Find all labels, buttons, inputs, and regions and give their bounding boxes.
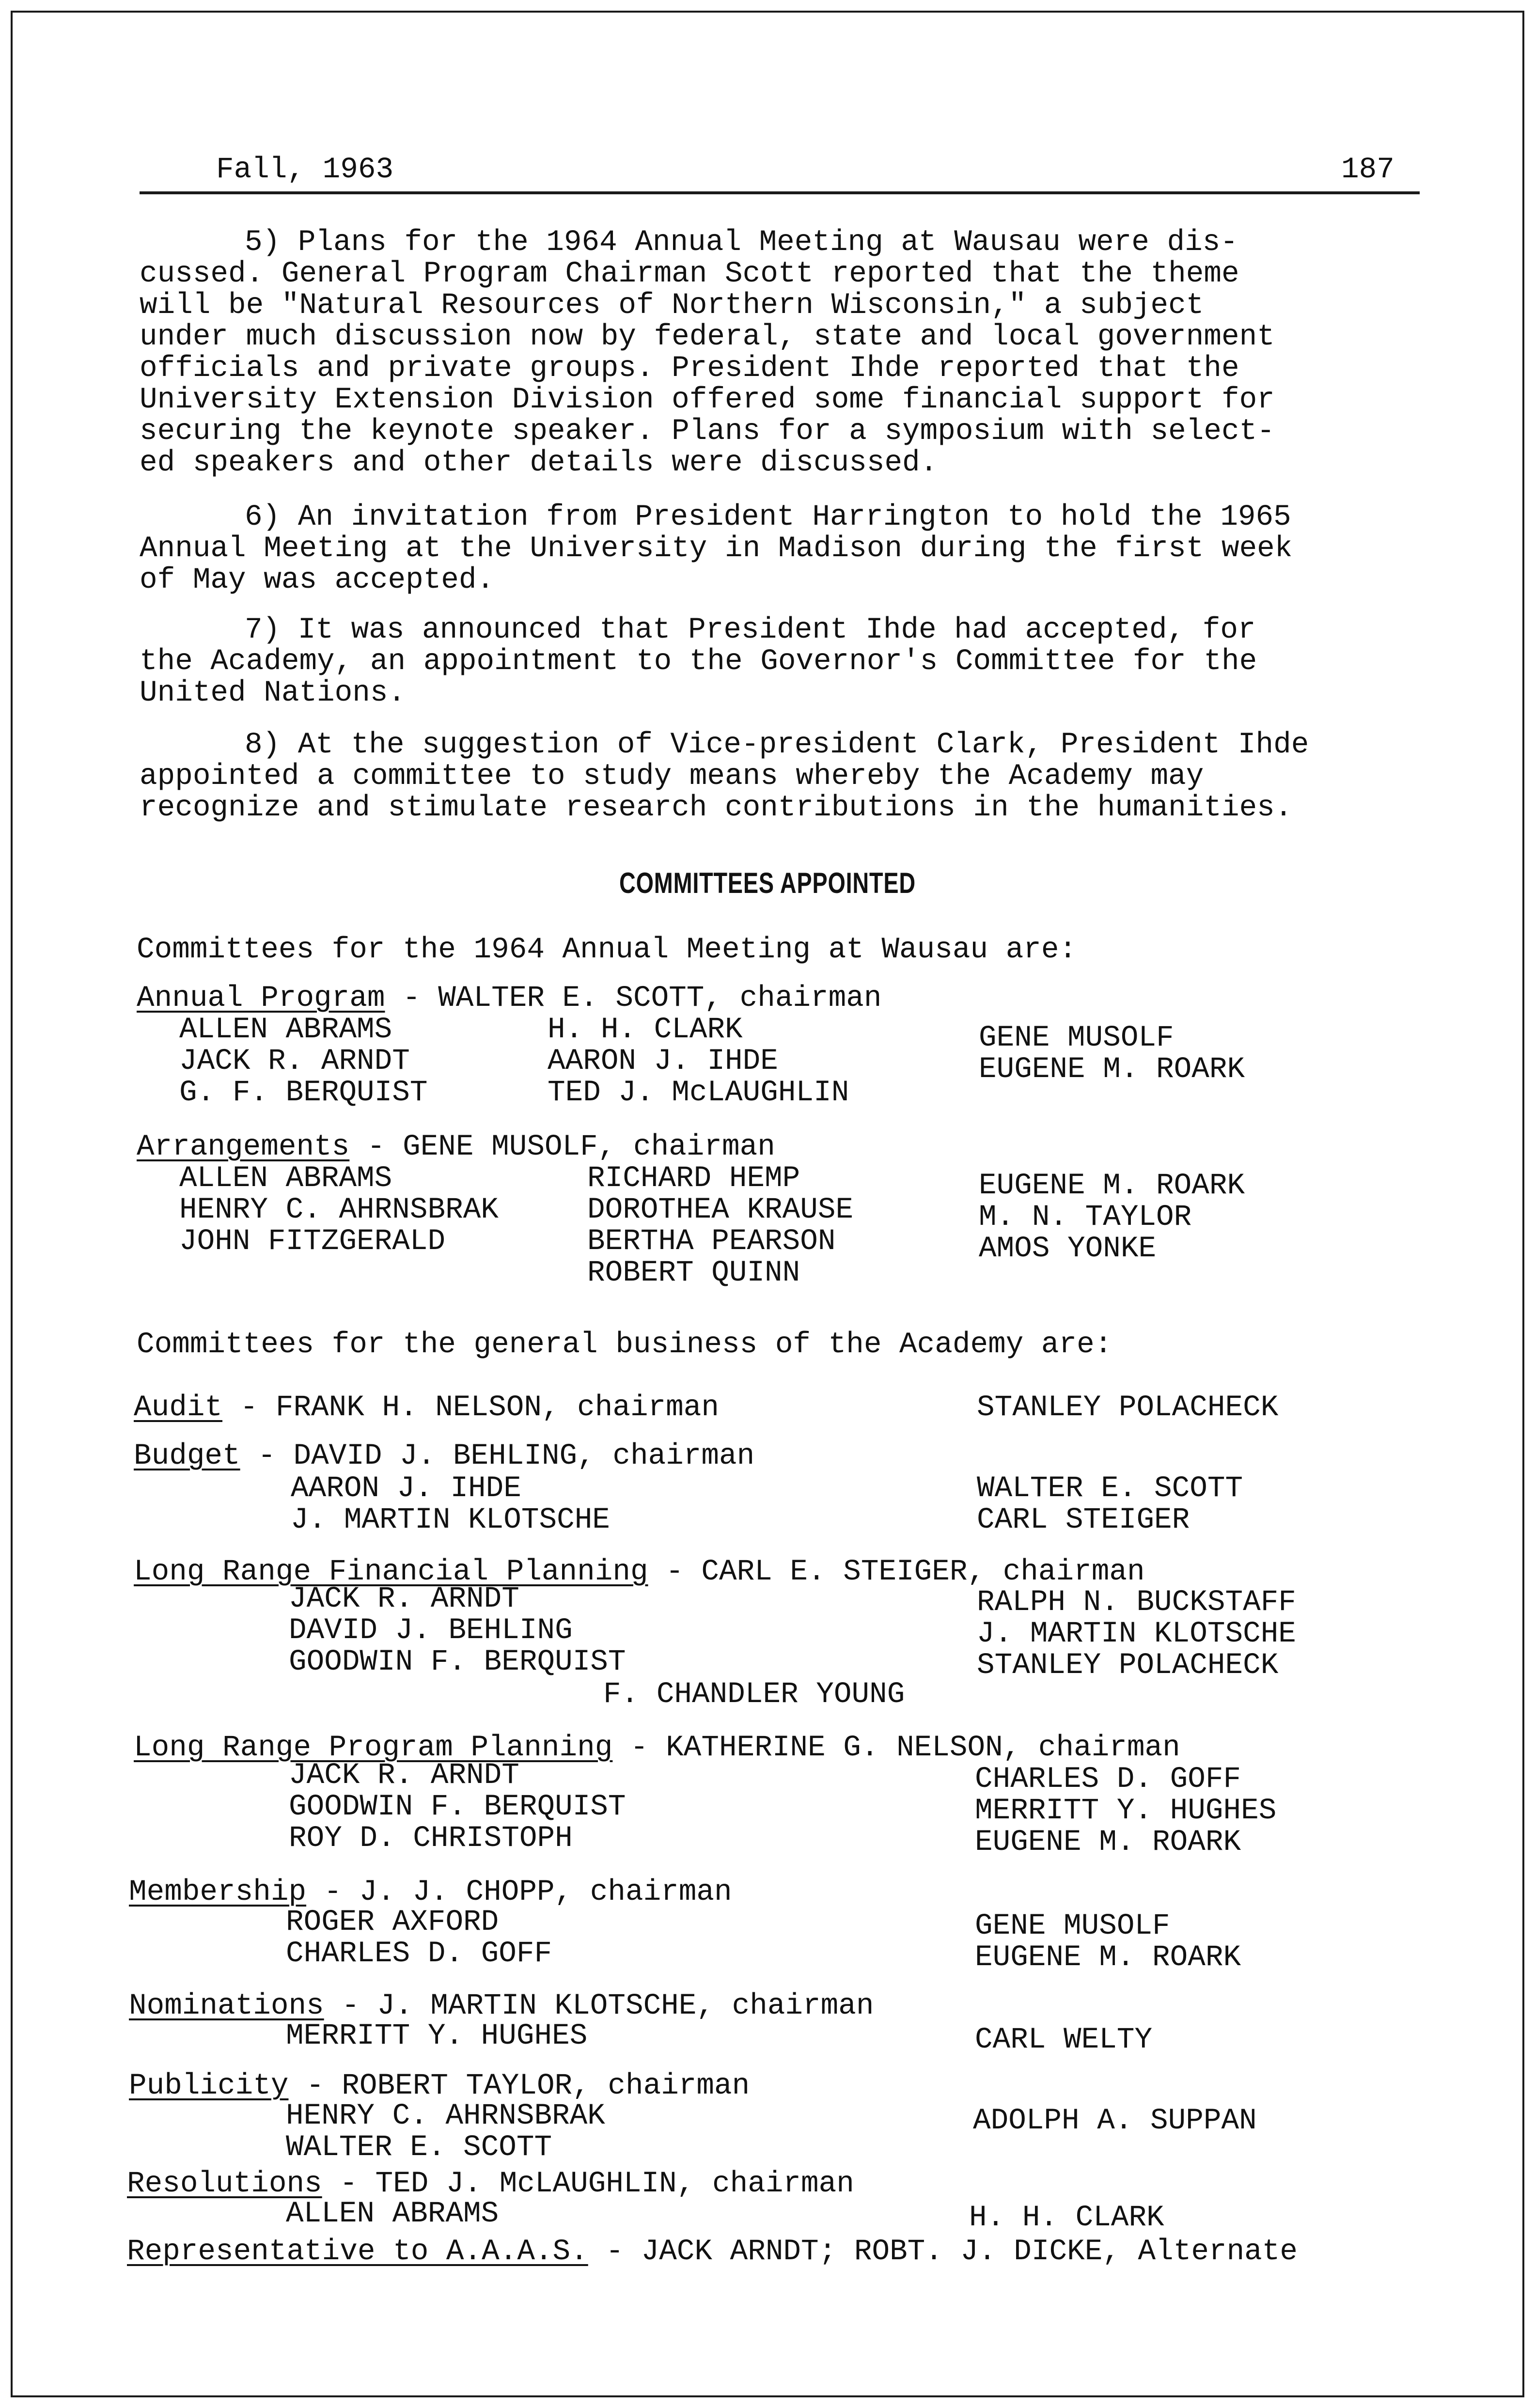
financial-planning-member: DAVID J. BEHLING [289,1614,573,1647]
para-5-line-5: officials and private groups. President Ihde reported that the [140,352,1239,385]
nominations-label: Nominations [129,1989,324,2023]
nominations-member: CARL WELTY [975,2023,1153,2057]
membership-member: ROGER AXFORD [286,1906,499,1939]
budget-label: Budget [134,1439,240,1473]
financial-planning-member: GOODWIN F. BERQUIST [289,1645,626,1679]
arrangements-member: ALLEN ABRAMS [179,1162,392,1195]
running-title: Fall, 1963 [216,153,394,187]
budget-heading [134,1440,754,1472]
representative-label: Representative to A.A.A.S. [127,2235,588,2268]
resolutions-member: ALLEN ABRAMS [286,2197,499,2231]
financial-planning-member: RALPH N. BUCKSTAFF [977,1586,1296,1619]
annual-program-member: JACK R. ARNDT [179,1045,410,1078]
annual-program-member: GENE MUSOLF [979,1021,1174,1055]
financial-planning-member: J. MARTIN KLOTSCHE [977,1617,1296,1651]
annual-program-member: G. F. BERQUIST [179,1076,428,1110]
audit-member: STANLEY POLACHECK [977,1391,1279,1424]
program-planning-chair: - KATHERINE G. NELSON, chairman [612,1731,1180,1765]
budget-member: WALTER E. SCOTT [977,1472,1243,1505]
budget-chair: - DAVID J. BEHLING, chairman [240,1439,755,1473]
arrangements-label: Arrangements [137,1130,350,1164]
publicity-heading [129,2070,750,2102]
arrangements-member: HENRY C. AHRNSBRAK [179,1193,499,1227]
para-6-line-1: 6) An invitation from President Harrington to hold the 1965 [245,500,1291,534]
financial-planning-heading [134,1556,1145,1588]
representative-line [127,2236,1298,2268]
membership-member: CHARLES D. GOFF [286,1937,552,1970]
para-6-line-2: Annual Meeting at the University in Madison during the first week [140,532,1293,565]
para-7-line-1: 7) It was announced that President Ihde had accepted, for [245,613,1256,647]
para-6-line-3: of May was accepted. [140,563,495,597]
annual-program-chair: - WALTER E. SCOTT, chairman [385,982,882,1015]
nominations-member: MERRITT Y. HUGHES [286,2019,588,2053]
resolutions-label: Resolutions [127,2167,322,2201]
annual-program-member: EUGENE M. ROARK [979,1053,1245,1086]
publicity-member: WALTER E. SCOTT [286,2131,552,2164]
annual-program-member: TED J. McLAUGHLIN [548,1076,849,1110]
nominations-chair: - J. MARTIN KLOTSCHE, chairman [324,1989,874,2023]
page-number: 187 [1341,153,1394,187]
audit-label: Audit [134,1391,223,1424]
para-5-line-4: under much discussion now by federal, state and local government [140,320,1275,354]
publicity-member: ADOLPH A. SUPPAN [973,2104,1257,2138]
audit-chair: - FRANK H. NELSON, chairman [222,1391,719,1424]
program-planning-member: ROY D. CHRISTOPH [289,1822,573,1855]
para-5-line-3: will be "Natural Resources of Northern Wisconsin," a subject [140,289,1204,322]
para-5-line-2: cussed. General Program Chairman Scott reported that the theme [140,257,1239,291]
financial-planning-label: Long Range Financial Planning [134,1555,648,1589]
audit-heading [134,1392,719,1424]
para-5-line-7: securing the keynote speaker. Plans for a symposium with select- [140,415,1275,448]
arrangements-member: JOHN FITZGERALD [179,1225,446,1258]
budget-member: CARL STEIGER [977,1503,1190,1537]
annual-program-member: ALLEN ABRAMS [179,1013,392,1047]
program-planning-member: EUGENE M. ROARK [975,1826,1241,1859]
arrangements-member: RICHARD HEMP [587,1162,800,1195]
membership-chair: - J. J. CHOPP, chairman [306,1876,732,1909]
header-rule [140,191,1420,194]
membership-heading [129,1876,732,1908]
intro-general-business: Committees for the general business of the Academy are: [137,1328,1112,1361]
para-5-line-6: University Extension Division offered some financial support for [140,383,1275,417]
resolutions-member: H. H. CLARK [969,2201,1164,2235]
arrangements-member: EUGENE M. ROARK [979,1169,1245,1203]
para-5-line-1: 5) Plans for the 1964 Annual Meeting at Wausau were dis- [245,226,1238,259]
para-5-line-8: ed speakers and other details were discussed. [140,446,938,480]
program-planning-member: CHARLES D. GOFF [975,1763,1241,1796]
membership-member: GENE MUSOLF [975,1909,1170,1943]
annual-program-heading [137,983,881,1015]
program-planning-member: GOODWIN F. BERQUIST [289,1790,626,1824]
intro-annual-meeting: Committees for the 1964 Annual Meeting at Wausau are: [137,933,1077,967]
financial-planning-member: JACK R. ARNDT [289,1582,519,1616]
program-planning-label: Long Range Program Planning [134,1731,613,1765]
membership-member: EUGENE M. ROARK [975,1941,1241,1974]
publicity-member: HENRY C. AHRNSBRAK [286,2099,605,2133]
publicity-label: Publicity [129,2069,289,2103]
para-8-line-1: 8) At the suggestion of Vice-president Clark, President Ihde [245,728,1309,762]
publicity-chair: - ROBERT TAYLOR, chairman [288,2069,750,2103]
para-7-line-2: the Academy, an appointment to the Governor's Committee for the [140,645,1257,678]
resolutions-heading [127,2168,854,2200]
financial-planning-chair: - CARL E. STEIGER, chairman [648,1555,1145,1589]
program-planning-member: JACK R. ARNDT [289,1759,519,1792]
arrangements-member: AMOS YONKE [979,1232,1157,1266]
financial-planning-member: F. CHANDLER YOUNG [603,1678,905,1711]
membership-label: Membership [129,1876,307,1909]
annual-program-label: Annual Program [137,982,385,1015]
annual-program-member: H. H. CLARK [548,1013,743,1047]
para-8-line-2: appointed a committee to study means whereby the Academy may [140,760,1204,793]
annual-program-member: AARON J. IHDE [548,1045,778,1078]
arrangements-member: DOROTHEA KRAUSE [587,1193,854,1227]
arrangements-member: ROBERT QUINN [587,1256,800,1290]
para-8-line-3: recognize and stimulate research contributions in the humanities. [140,791,1293,825]
budget-member: J. MARTIN KLOTSCHE [291,1503,610,1537]
para-7-line-3: United Nations. [140,676,406,710]
arrangements-member: M. N. TAYLOR [979,1201,1192,1234]
budget-member: AARON J. IHDE [291,1472,521,1505]
representative-text: - JACK ARNDT; ROBT. J. DICKE, Alternate [588,2235,1298,2268]
section-heading: COMMITTEES APPOINTED [619,867,916,899]
financial-planning-member: STANLEY POLACHECK [977,1649,1279,1682]
nominations-heading [129,1990,874,2022]
resolutions-chair: - TED J. McLAUGHLIN, chairman [322,2167,854,2201]
arrangements-heading [137,1131,775,1163]
program-planning-member: MERRITT Y. HUGHES [975,1794,1277,1828]
arrangements-chair: - GENE MUSOLF, chairman [349,1130,775,1164]
arrangements-member: BERTHA PEARSON [587,1225,836,1258]
